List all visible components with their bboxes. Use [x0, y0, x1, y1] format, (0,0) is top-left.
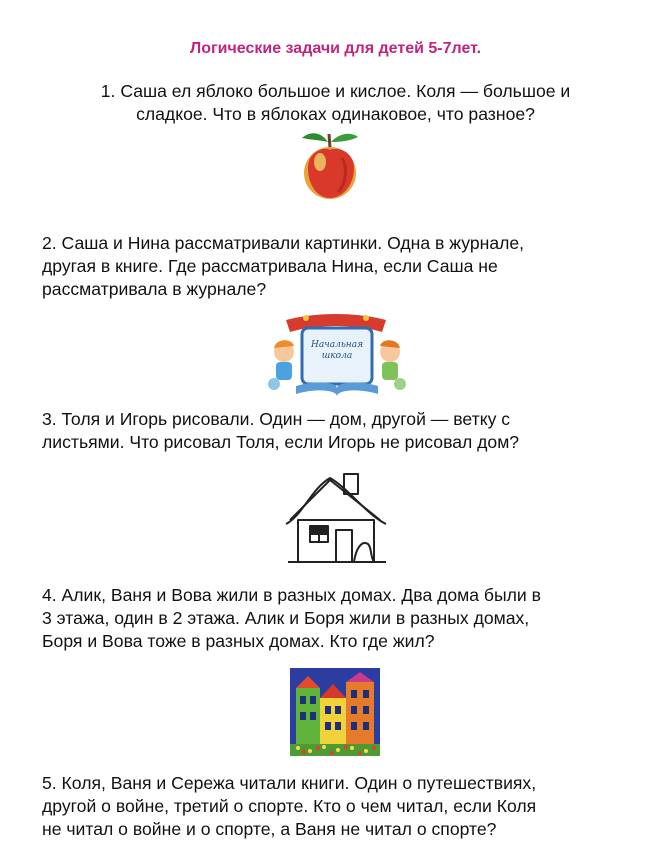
task-3-line-1: 3. Толя и Игорь рисовали. Один — дом, другой — ветку с [42, 409, 511, 429]
task-1-line-1: 1. Саша ел яблоко большое и кислое. Коля — большое и [100, 81, 571, 101]
task-5 [42, 772, 642, 841]
houses-painting-icon [290, 668, 380, 756]
apple-icon [298, 128, 362, 204]
book-sign-line-2: школа [321, 351, 353, 361]
task-3-line-2: листьями. Что рисовал Толя, если Игорь не рисовал дом? [42, 432, 520, 452]
task-5-line-1: 5. Коля, Ваня и Сережа читали книги. Один о путешествиях, [42, 773, 537, 793]
house-icon [282, 468, 392, 568]
task-4-line-1: 4. Алик, Ваня и Вова жили в разных домах. Два дома были в [42, 585, 541, 605]
task-4-line-3: Боря и Вова тоже в разных домах. Кто где жил? [42, 631, 435, 651]
task-5-line-3: не читал о войне и о спорте, а Ваня не читал о спорте? [42, 819, 497, 839]
task-2-line-2: другая в книге. Где рассматривала Нина, если Саша не [42, 256, 498, 276]
task-1 [0, 80, 671, 126]
task-2-line-3: рассматривала в журнале? [42, 279, 267, 299]
book-sign-line-1: Начальная [310, 340, 364, 350]
task-2-line-1: 2. Саша и Нина рассматривали картинки. Одна в журнале, [42, 233, 525, 253]
task-4 [42, 584, 642, 653]
task-5-line-2: другой о войне, третий о спорте. Кто о чем читал, если Коля [42, 796, 537, 816]
task-4-line-2: 3 этажа, один в 2 этажа. Алик и Боря жили в разных домах, [42, 608, 530, 628]
task-2 [42, 232, 642, 301]
task-3 [42, 408, 642, 454]
school-book-picture [266, 312, 406, 400]
task-1-line-2: сладкое. Что в яблоках одинаковое, что разное? [136, 104, 535, 124]
page-title: Логические задачи для детей 5-7лет. [189, 40, 482, 57]
